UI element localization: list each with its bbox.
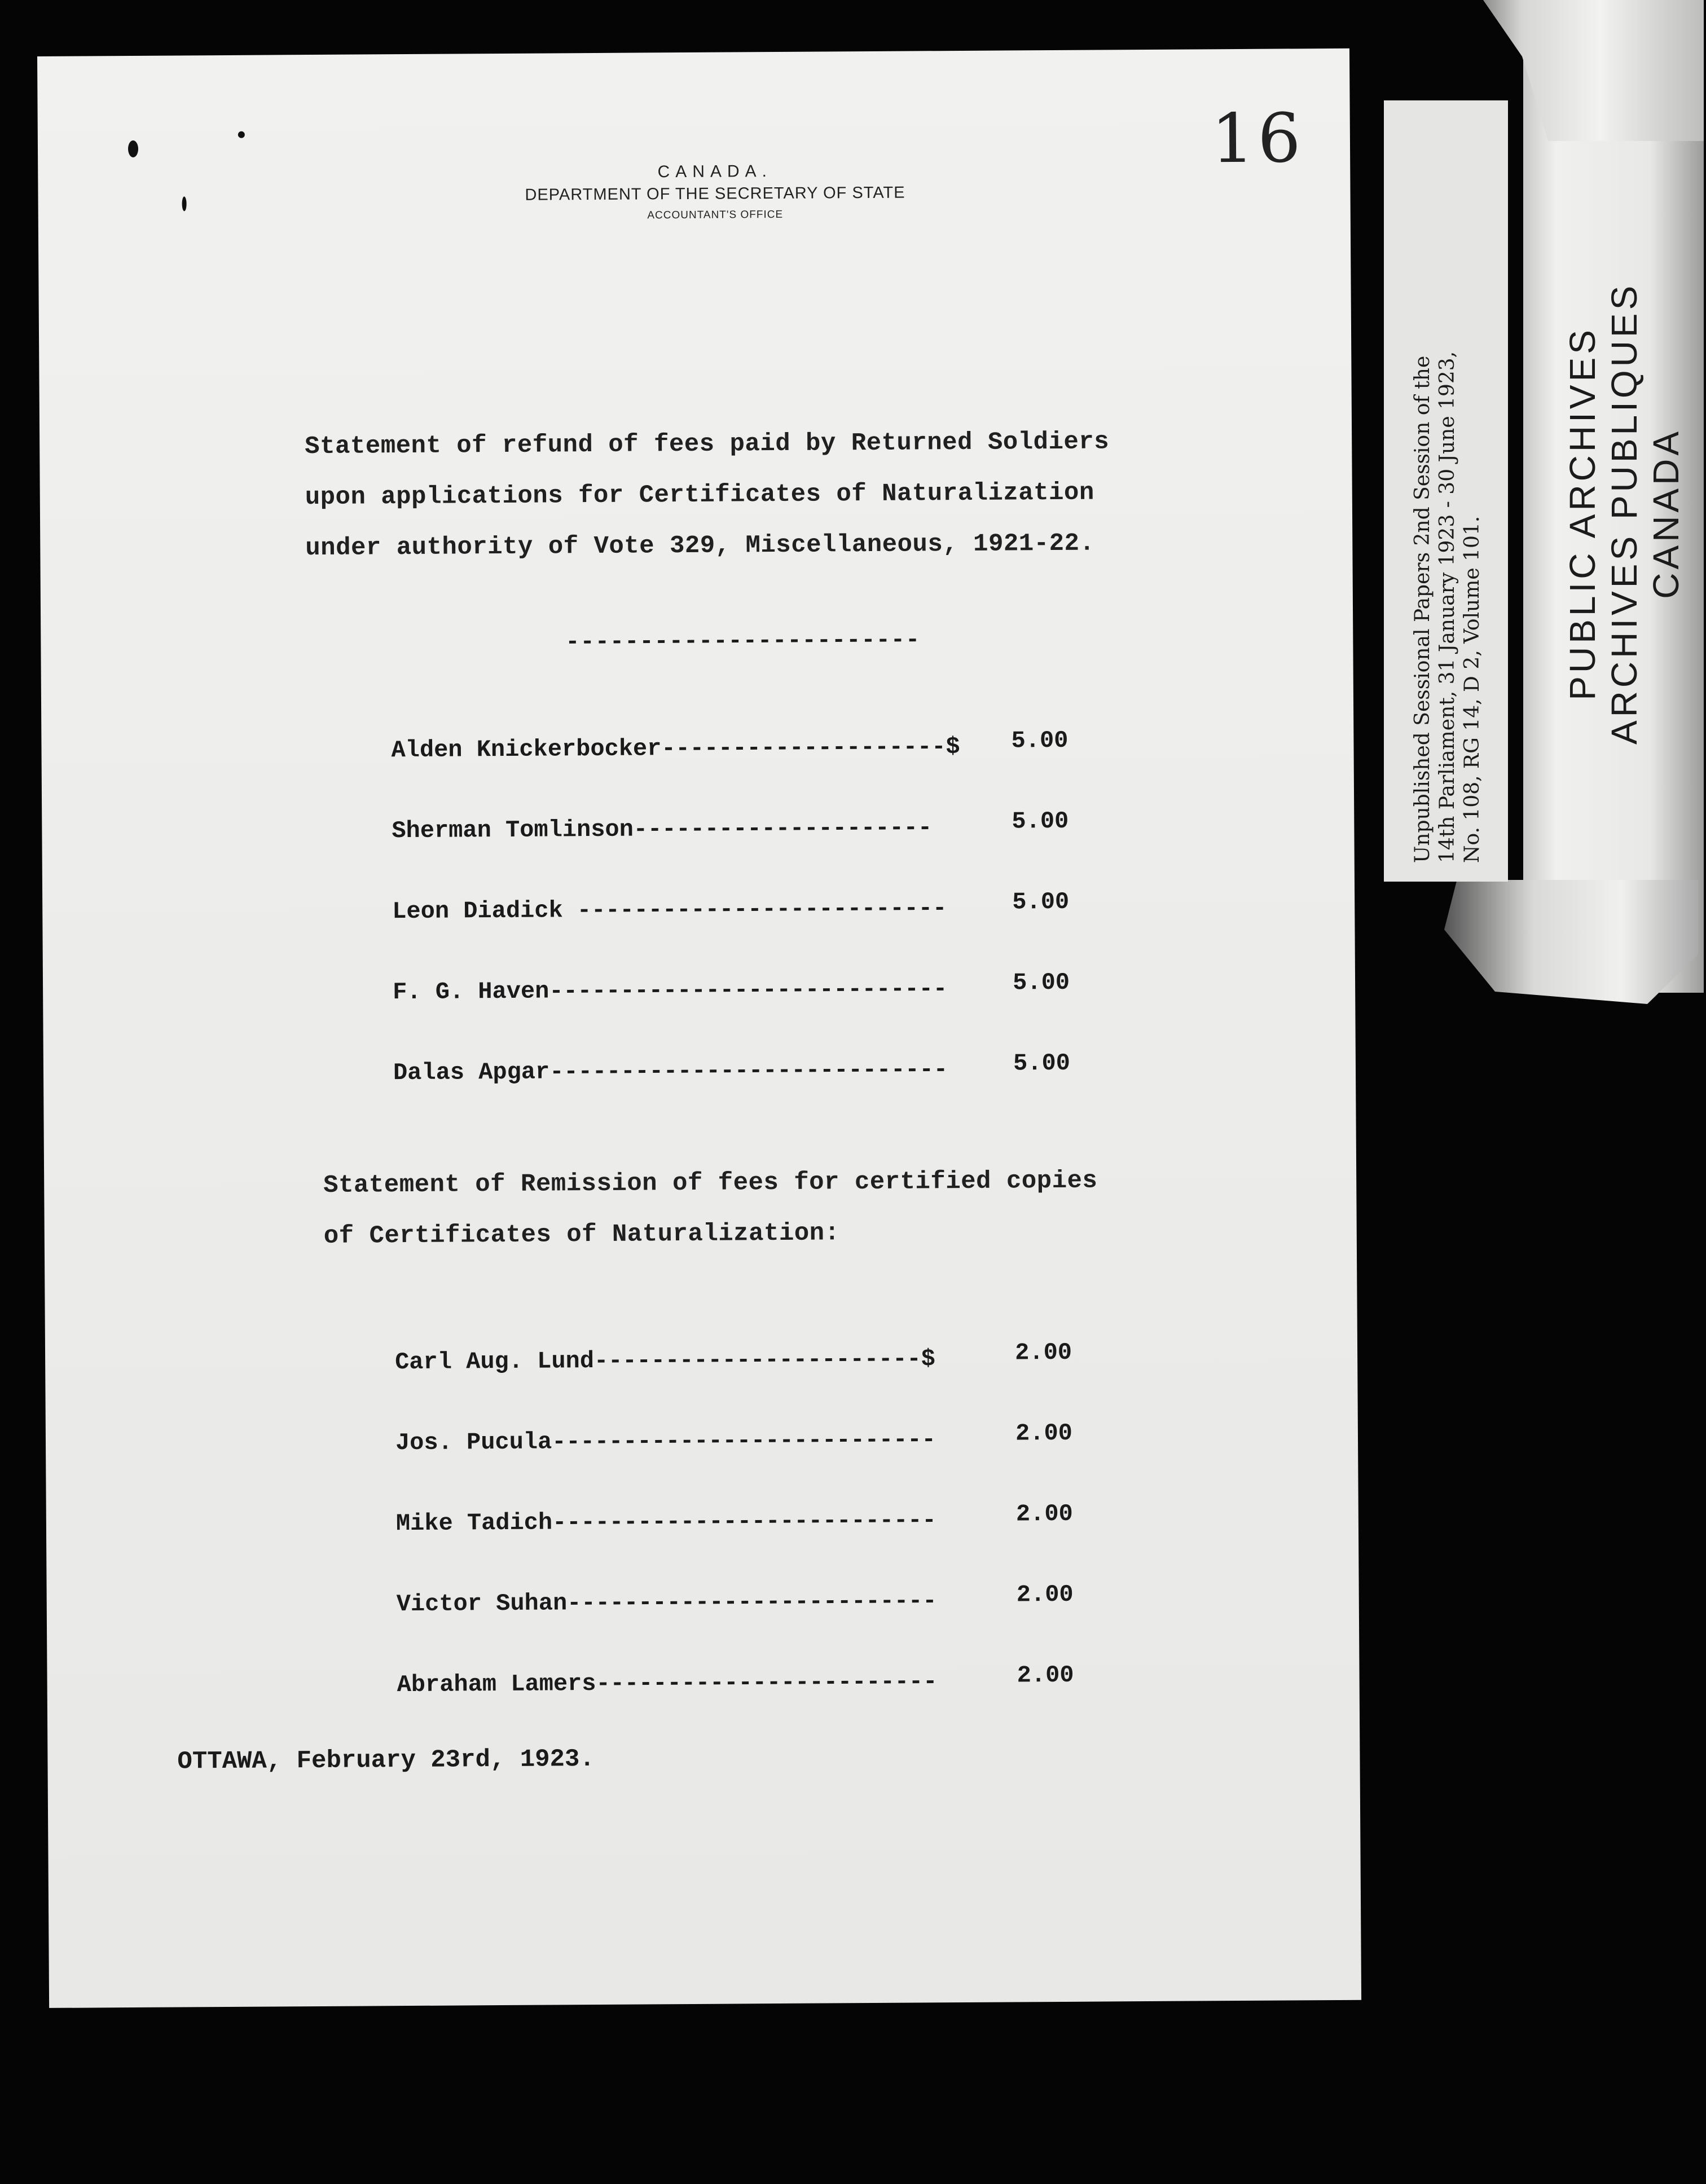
archive-label (1410, 351, 1485, 863)
entry-amount: 2.00 (1016, 1580, 1074, 1609)
ink-speck (238, 131, 245, 138)
list-item (392, 796, 1182, 882)
archive-stamp (1562, 283, 1687, 745)
entry-amount: 5.00 (1013, 968, 1070, 997)
list-item (396, 1489, 1186, 1574)
separator-line: ------------------------ (565, 626, 921, 656)
archive-stamp-line-2: ARCHIVES PUBLIQUES (1604, 282, 1645, 745)
list-item (395, 1327, 1185, 1413)
entry-amount: 5.00 (1013, 1049, 1071, 1077)
letterhead-country: CANADA. (657, 162, 773, 182)
entry-name: Sherman Tomlinson--------------------- (392, 814, 933, 845)
entry-amount: 5.00 (1012, 888, 1070, 916)
archive-strip-torn-bottom (1444, 880, 1698, 1004)
archive-label-line-3: No. 108, RG 14, D 2, Volume 101. (1461, 516, 1484, 863)
entry-amount: 5.00 (1011, 726, 1069, 755)
entry-amount: 2.00 (1015, 1500, 1073, 1528)
list-item (393, 1038, 1184, 1124)
document-page (37, 49, 1361, 2008)
letterhead (433, 161, 997, 223)
entry-amount: 5.00 (1012, 807, 1069, 835)
archive-stamp-line-3: CANADA (1646, 428, 1686, 599)
ink-speck (182, 196, 187, 211)
list-item (395, 1408, 1186, 1494)
entry-name: F. G. Haven---------------------------- (393, 975, 948, 1006)
ink-speck (128, 140, 138, 157)
entry-name: Abraham Lamers------------------------ (397, 1668, 938, 1699)
entry-name: Jos. Pucula--------------------------- (395, 1426, 936, 1457)
page-number: 16 (1211, 99, 1305, 179)
entry-name: Carl Aug. Lund-----------------------$ (395, 1345, 936, 1376)
archive-label-line-2: 14th Parliament, 31 January 1923 - 30 June 1923, (1436, 351, 1459, 863)
refund-heading-line-3: under authority of Vote 329, Miscellaneous, 1921-22. (305, 529, 1095, 563)
archive-label-line-1: Unpublished Sessional Papers 2nd Session of the (1411, 355, 1434, 863)
entry-name: Dalas Apgar---------------------------- (393, 1056, 948, 1087)
list-item (397, 1650, 1187, 1736)
entry-name: Mike Tadich--------------------------- (395, 1507, 936, 1538)
remission-entries (395, 1327, 1187, 1736)
letterhead-office: ACCOUNTANT'S OFFICE (647, 208, 784, 222)
entry-name: Alden Knickerbocker--------------------$ (391, 733, 960, 764)
remission-heading-line-2: of Certificates of Naturalization: (323, 1219, 840, 1250)
refund-heading-line-1: Statement of refund of fees paid by Returned Soldiers (305, 428, 1110, 461)
place-and-date: OTTAWA, February 23rd, 1923. (177, 1745, 595, 1776)
refund-statement-heading (305, 416, 1110, 574)
list-item (391, 715, 1181, 801)
archive-stamp-line-1: PUBLIC ARCHIVES (1562, 327, 1603, 701)
letterhead-department: DEPARTMENT OF THE SECRETARY OF STATE (525, 183, 905, 204)
entry-amount: 2.00 (1015, 1419, 1073, 1447)
remission-heading-line-1: Statement of Remission of fees for certified copies (323, 1166, 1098, 1200)
refund-entries (391, 715, 1183, 1124)
list-item (393, 957, 1183, 1043)
entry-amount: 2.00 (1015, 1338, 1072, 1367)
refund-heading-line-2: upon applications for Certificates of Naturalization (305, 478, 1094, 512)
remission-statement-heading (323, 1156, 1098, 1262)
entry-name: Leon Diadick -------------------------- (392, 895, 947, 926)
entry-name: Victor Suhan-------------------------- (396, 1587, 937, 1618)
list-item (396, 1569, 1186, 1655)
list-item (392, 877, 1182, 962)
entry-amount: 2.00 (1017, 1661, 1074, 1689)
